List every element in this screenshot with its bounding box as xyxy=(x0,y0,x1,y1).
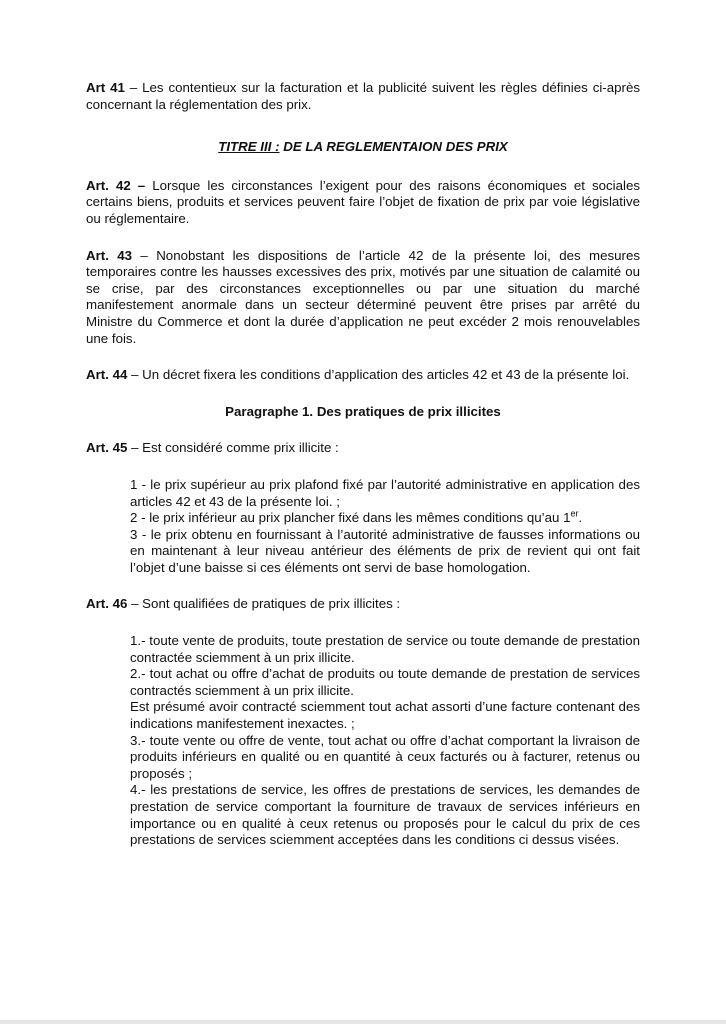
title-label: TITRE III : xyxy=(218,139,280,155)
page-bottom-edge xyxy=(0,1020,726,1024)
list-item: 2.- tout achat ou offre d’achat de produits ou toute demande de prestation de services contractés sciemment à un prix illicite. xyxy=(130,666,640,698)
article-text: Lorsque les circonstances l’exigent pour des raisons économiques et sociales certains biens, produits et services peuvent faire l’objet de fixation de prix par voie législative ou réglementaire. xyxy=(86,177,640,226)
section-title xyxy=(86,139,640,156)
article-text: – Les contentieux sur la facturation et la publicité suivent les règles définies ci-après concernant la réglementation des prix. xyxy=(86,80,640,112)
article-label: Art. 44 xyxy=(86,367,128,383)
article-41 xyxy=(86,80,640,113)
article-46 xyxy=(86,596,640,613)
list-item: Est présumé avoir contracté sciemment tout achat assorti d’une facture contenant des indications manifestement inexactes. ; xyxy=(130,699,640,732)
article-label: Art. 43 xyxy=(86,247,133,263)
article-45-list xyxy=(86,477,640,577)
list-item: 3 - le prix obtenu en fournissant à l’autorité administrative de fausses informations ou en maintenant à leur niveau antérieur des éléments de prix de revient qui ont fait l’objet d’une baisse si ces éléments ont servi de base homologation. xyxy=(130,526,640,575)
title-text: DE LA REGLEMENTAION DES PRIX xyxy=(279,139,508,155)
list-item: 1 - le prix supérieur au prix plafond fixé par l’autorité administrative en application des articles 42 et 43 de la présente loi. ; xyxy=(130,476,640,509)
article-label: Art. 46 xyxy=(86,596,128,612)
article-label: Art. 42 – xyxy=(86,177,146,193)
article-label: Art. 45 xyxy=(86,440,128,456)
article-45 xyxy=(86,440,640,457)
paragraph-heading: Paragraphe 1. Des pratiques de prix illicites xyxy=(225,403,501,419)
list-item: 2 - le prix inférieur au prix plancher fixé dans les mêmes conditions qu’au 1er. xyxy=(130,508,583,526)
article-text: – Un décret fixera les conditions d’application des articles 42 et 43 de la présente loi. xyxy=(127,367,630,383)
article-text: – Sont qualifiées de pratiques de prix illicites : xyxy=(127,596,401,612)
article-44 xyxy=(86,367,640,384)
article-46-list xyxy=(86,633,640,849)
article-text: – Nonobstant les dispositions de l’article 42 de la présente loi, des mesures temporaires contre les hausses excessives des prix, motivés par une situation de calamité ou se crise, par des circonstances exceptionnelles ou par une situation du marché manifestement anormale dans un secteur déterminé peuvent être prises par arrêté du Ministre du Commerce et dont la durée d’application ne peut excéder 2 mois renouvelables une fois. xyxy=(86,247,640,346)
list-item: 4.- les prestations de service, les offres de prestations de services, les demandes de prestation de service comportant la fourniture de travaux de services inférieurs en importance ou en qualité à ceux retenus ou proposés pour le calcul du prix de ces prestations de services sciemment acceptées dans les conditions ci dessus visées. xyxy=(130,782,640,848)
list-item: 3.- toute vente ou offre de vente, tout achat ou offre d’achat comportant la livraison de produits inférieurs en qualité ou en quantité à ceux facturés ou à facturer, retenus ou proposés ; xyxy=(130,732,640,781)
article-text: – Est considéré comme prix illicite : xyxy=(127,440,339,456)
list-item: 1.- toute vente de produits, toute prestation de service ou toute demande de prestation contractée sciemment à un prix illicite. xyxy=(130,633,640,665)
article-42 xyxy=(86,178,640,228)
article-43 xyxy=(86,248,640,348)
article-label: Art 41 xyxy=(86,80,125,95)
